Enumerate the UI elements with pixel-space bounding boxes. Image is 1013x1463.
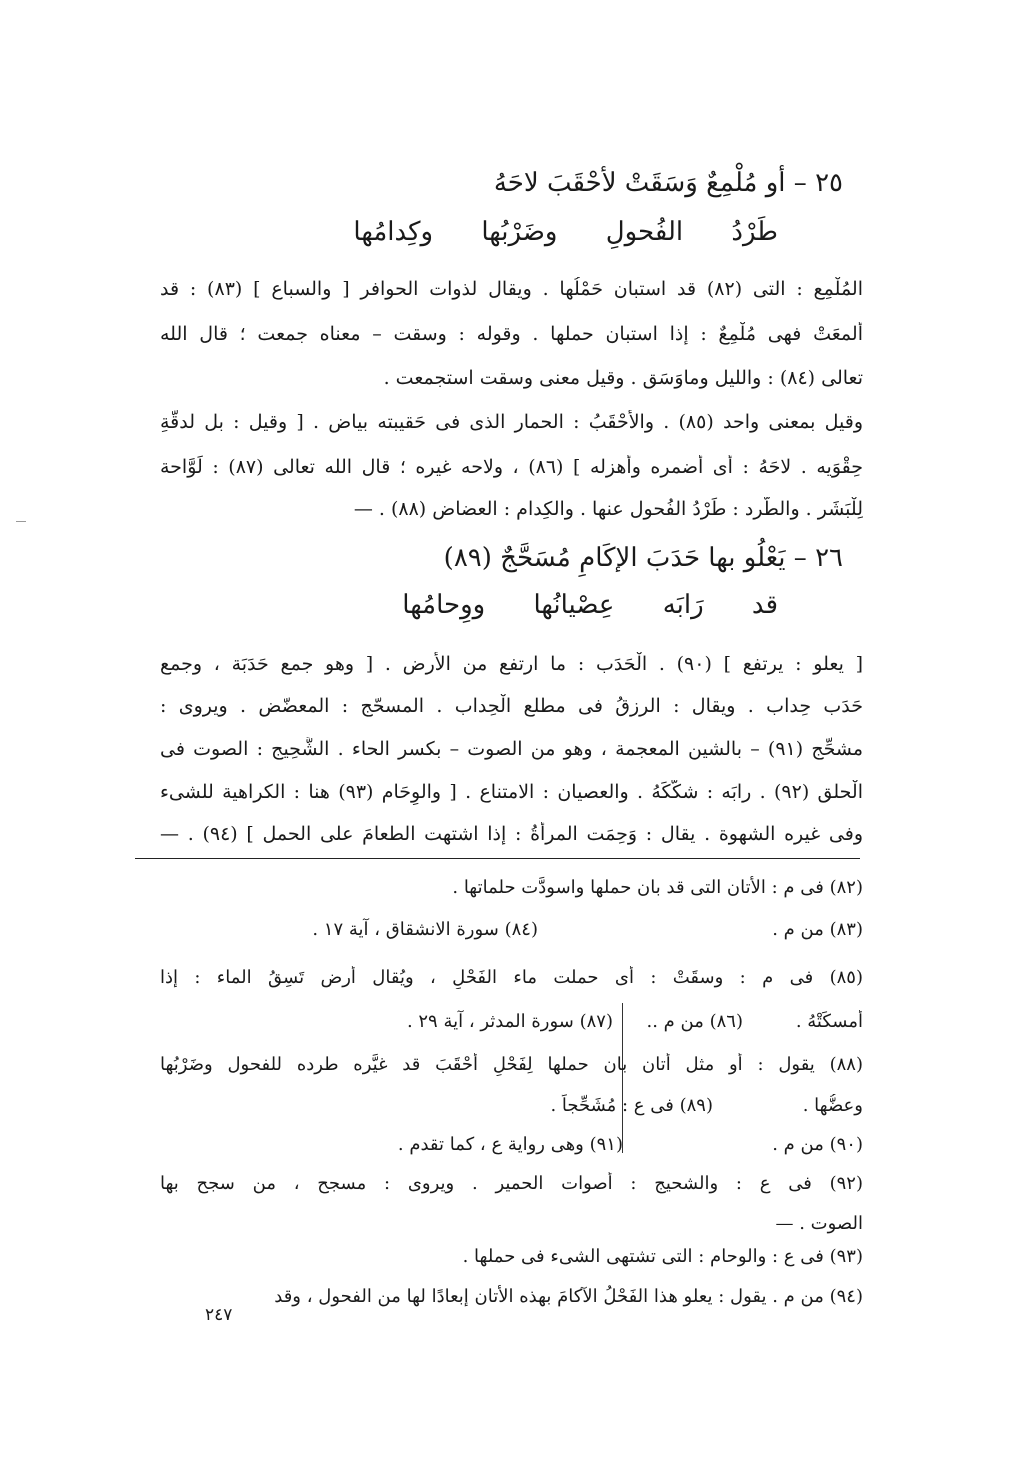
margin-mark — [16, 521, 26, 522]
commentary-25-line-1: المُلْمِع : التى (٨٢) قد استبان حَمْلُها . ويقال لذوات الحوافر [ والسباع ] (٨٣) : قد — [160, 278, 863, 300]
commentary-25-line-5: حِقْوَيه . لاحَهُ : أى أضمره وأهزله ] (٨٦) ، ولاحه غيره ؛ قال الله تعالى (٨٧) : لَوَّاحة — [160, 456, 863, 478]
footnote-column-divider — [622, 1003, 623, 1153]
footnote-85: (٨٥) فى م : وسقَتْ : أى حملت ماء الفَحْلِ ، ويُقال أرض تَسِقُ الماء : إذا — [160, 967, 863, 988]
commentary-26-line-1: [ يعلو : يرتفع ] (٩٠) . الْحَدَب : ما ارتفع من الأرض . [ وهو جمع حَدَبَة ، وجمع — [160, 653, 863, 675]
footnote-83: (٨٣) من م . — [772, 919, 863, 940]
footnote-94: (٩٤) من م . يقول : يعلو هذا الفَحْلُ الآكامَ بهذه الأتان إبعادًا لها من الفحول ، وقد — [274, 1286, 863, 1307]
verse-25-line-2: طَرْدُ الفُحولِ وضَرْبُها وكِدامُها — [353, 217, 778, 247]
commentary-25-line-2: أَلمعَتْ فهى مُلْمِعٌ : إذا استبان حملها . وقوله : وسقت – معناه جمعت ؛ قال الله — [160, 323, 863, 345]
footnote-separator — [135, 858, 860, 859]
footnote-88: (٨٨) يقول : أو مثل أتان بان حملها لِفَحْلٍ أحْقَبَ قد غيَّره طرده للفحول وضَرْبُها — [160, 1054, 863, 1075]
page-number: ٢٤٧ — [205, 1305, 233, 1325]
commentary-26-line-4: الْحلق (٩٢) . رابَه : شكّكَهُ . والعصيان : الامتناع . [ والوِحَام (٩٣) هنا : الكراهية للشىء — [160, 781, 863, 803]
footnote-86: (٨٦) من م .. — [646, 1011, 743, 1032]
verse-25-line-1: ٢٥ – أو مُلْمِعٌ وَسَقَتْ لأحْقَبَ لاحَهُ — [493, 168, 843, 198]
commentary-25-line-4: وقيل بمعنى واحد (٨٥) . والأحْقَبُ : الحمار الذى فى حَقيبته بياض . [ وقيل : بل لدقَّةِ — [160, 411, 863, 433]
footnote-89: (٨٩) فى ع : مُشَحِّجاً . — [550, 1095, 713, 1116]
footnote-82: (٨٢) فى م : الأتان التى قد بان حملها واسودَّت حلماتها . — [452, 877, 863, 898]
footnote-93: (٩٣) فى ع : والوحام : التى تشتهى الشىء فى حملها . — [462, 1246, 863, 1267]
footnote-91: (٩١) وهى رواية ع ، كما تقدم . — [397, 1134, 623, 1155]
footnote-92-cont: الصوت . — — [775, 1213, 863, 1234]
footnote-90: (٩٠) من م . — [772, 1134, 863, 1155]
commentary-25-line-3: تعالى (٨٤) : والليل وماوَسَق . وقيل معنى وسقت استجمعت . — [383, 367, 863, 389]
commentary-25-line-6: لِلْبَشَر . والطَّرد : طَرْدُ الفُحول عنها . والكِدام : العضاض (٨٨) . — — [353, 498, 863, 520]
footnote-84: (٨٤) سورة الانشقاق ، آية ١٧ . — [312, 919, 538, 940]
commentary-26-line-2: حَدَب حِداب . ويقال : الرزقُ فى مطلع الْحِداب . المسحّج : المعضّض . ويروى : — [160, 695, 863, 717]
verse-26-line-2: قد رَابَه عِصْيانُها ووِحامُها — [402, 590, 778, 620]
footnote-92: (٩٢) فى ع : والشحيج : أصوات الحمير . ويروى : مسجح ، من سجح بها — [160, 1173, 863, 1194]
commentary-26-line-3: مشحِّج (٩١) – بالشين المعجمة ، وهو من الصوت – بكسر الحاء . الشَّحِيج : الصوت فى — [160, 738, 863, 760]
commentary-26-line-5: وفى غيره الشهوة . يقال : وَحِمَت المرأةُ : إذا اشتهت الطعامَ على الحمل ] (٩٤) . — — [160, 823, 863, 845]
footnote-85-cont: أمسكَتْهُ . — [795, 1011, 863, 1032]
footnote-87: (٨٧) سورة المدثر ، آية ٢٩ . — [406, 1011, 613, 1032]
verse-26-line-1: ٢٦ – يَعْلُو بها حَدَبَ الإكَامِ مُسَحَّجٌ (٨٩) — [443, 543, 843, 573]
footnote-88-cont: وعضُّها . — [802, 1095, 863, 1116]
